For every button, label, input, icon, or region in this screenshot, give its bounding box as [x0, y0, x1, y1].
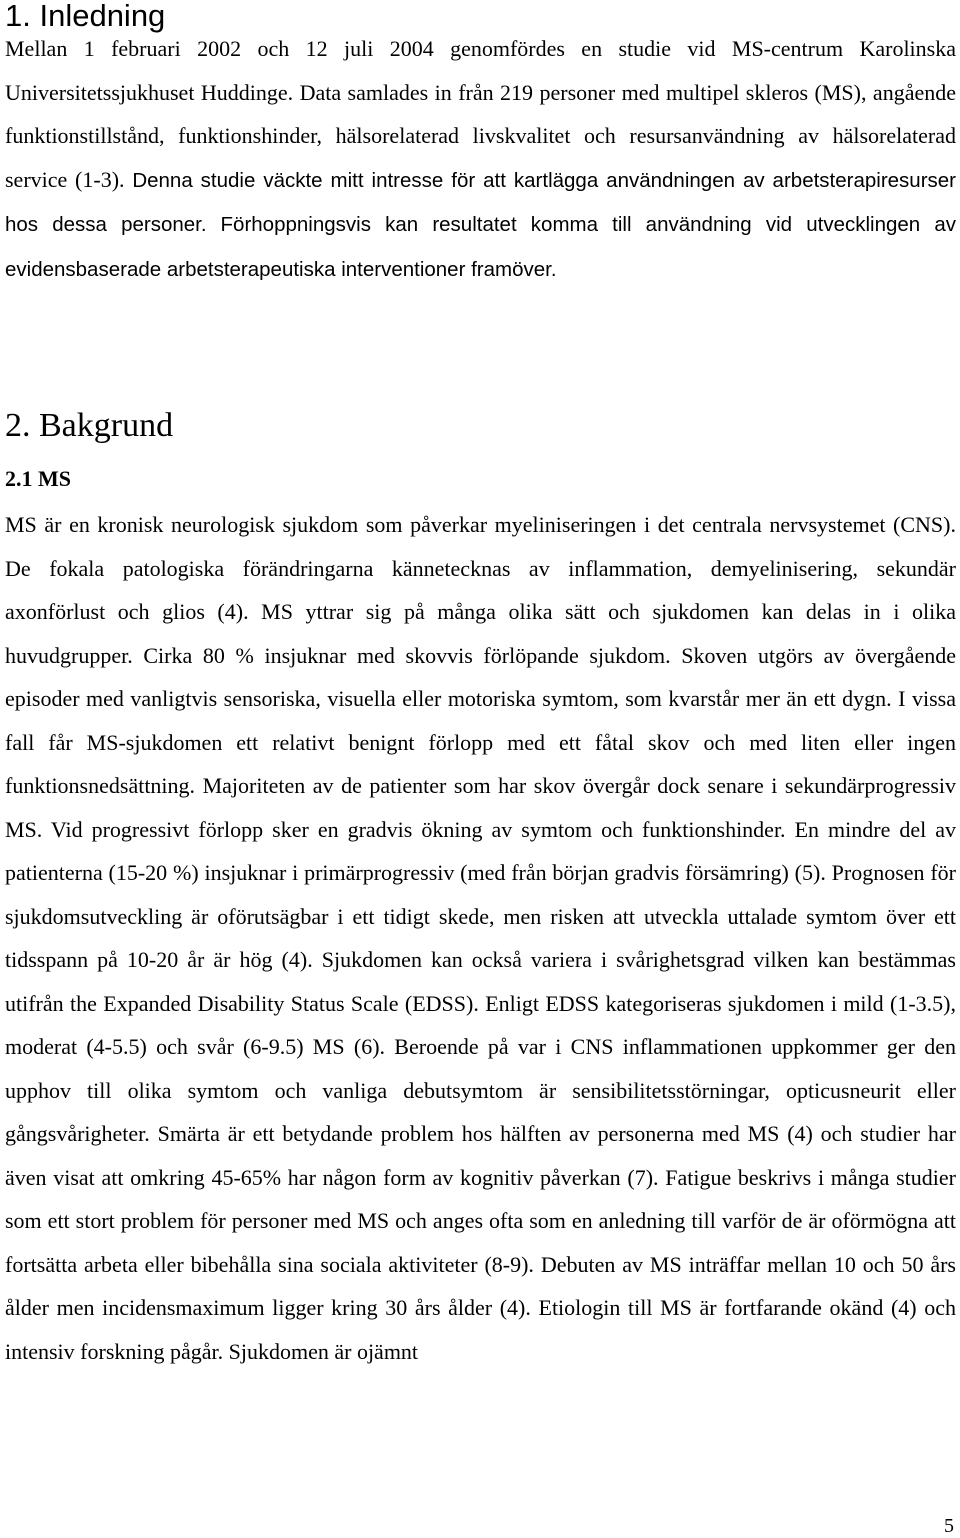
heading-bakgrund: 2. Bakgrund [5, 407, 174, 444]
intro-text-part1: Mellan 1 februari 2002 och 12 juli 2004 genomfördes en studie vid MS-centrum Karolinska Universitetssjukhuset Huddinge. Data samlades in från 219 personer med multipel skleros (MS), angående funktionstillstånd, funktionshinder, hälsorelaterad livskvalitet och resursanvändning av hälsorelaterad service (1-3). [5, 36, 956, 192]
heading-inledning: 1. Inledning [5, 0, 166, 33]
intro-section [5, 27, 956, 291]
intro-text-part2: Denna studie väckte mitt intresse för att kartlägga användningen av arbetsterapiresurser hos dessa personer. [5, 168, 957, 236]
page-number: 5 [944, 1515, 954, 1537]
intro-text-part3: Förhoppningsvis kan resultatet komma till användning vid utvecklingen av evidensbaserade arbetsterapeutiska interventioner framöver. [5, 213, 956, 281]
heading-ms: 2.1 MS [5, 466, 71, 491]
intro-paragraph [5, 27, 956, 291]
ms-paragraph: MS är en kronisk neurologisk sjukdom som påverkar myeliniseringen i det centrala nervsystemet (CNS). De fokala patologiska förändringarna kännetecknas av inflammation, demyelinisering, sekundär axonförlust och glios (4). MS yttrar sig på många olika sätt och sjukdomen kan delas in i olika huvudgrupper. Cirka 80 % insjuknar med skovvis förlöpande sjukdom. Skoven utgörs av övergående episoder med vanligtvis sensoriska, visuella eller motoriska symtom, som kvarstår mer än ett dygn. I vissa fall får MS-sjukdomen ett relativt benignt förlopp med ett fåtal skov och med liten eller ingen funktionsnedsättning. Majoriteten av de patienter som har skov övergår dock senare i sekundärprogressiv MS. Vid progressivt förlopp sker en gradvis ökning av symtom och funktionshinder. En mindre del av patienterna (15-20 %) insjuknar i primärprogressiv (med från början gradvis försämring) (5). Prognosen för sjukdomsutveckling är oförutsägbar i ett tidigt skede, men risken att utveckla uttalade symtom över ett tidsspann på 10-20 år är hög (4). Sjukdomen kan också variera i svårighetsgrad vilken kan bestämmas utifrån the Expanded Disability Status Scale (EDSS). Enligt EDSS kategoriseras sjukdomen i mild (1-3.5), moderat (4-5.5) och svår (6-9.5) MS (6). Beroende på var i CNS inflammationen uppkommer ger den upphov till olika symtom och vanliga debutsymtom är sensibilitetsstörningar, opticusneurit eller gångsvårigheter. Smärta är ett betydande problem hos hälften av personerna med MS (4) och studier har även visat att omkring 45-65% har någon form av kognitiv påverkan (7). Fatigue beskrivs i många studier som ett stort problem för personer med MS och anges ofta som en anledning till varför de är oförmögna att fortsätta arbeta eller bibehålla sina sociala aktiviteter (8-9). Debuten av MS inträffar mellan 10 och 50 års ålder men incidensmaximum ligger kring 30 års ålder (4). Etiologin till MS är fortfarande okänd (4) och intensiv forskning pågår. Sjukdomen är ojämnt [5, 512, 956, 1364]
ms-section [5, 503, 956, 1373]
